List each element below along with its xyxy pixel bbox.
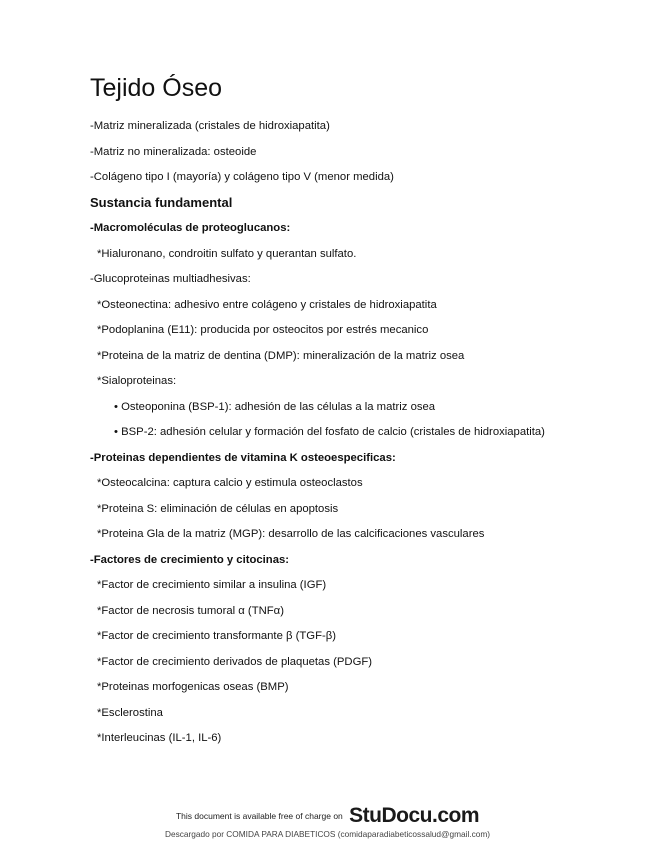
text-line: *Sialoproteinas: xyxy=(97,375,177,387)
free-notice: This document is available free of charge on xyxy=(175,811,343,821)
text-line: -Matriz no mineralizada: osteoide xyxy=(90,145,257,158)
text-line: *Hialuronano, condroitin sulfato y querantan sulfato. xyxy=(97,247,357,260)
text-line: *Osteocalcina: captura calcio y estimula osteoclastos xyxy=(97,477,363,489)
text-line: *Esclerostina xyxy=(97,706,163,719)
text-line: -Colágeno tipo I (mayoría) y colágeno tipo V (menor medida) xyxy=(90,171,394,183)
logo-docu: Docu xyxy=(381,804,432,827)
text-line: -Glucoproteinas multiadhesivas: xyxy=(90,273,251,285)
text-line: *Proteina S: eliminación de células en apoptosis xyxy=(97,502,339,515)
text-line: *Factor de crecimiento similar a insulina (IGF) xyxy=(97,579,327,591)
studocu-banner xyxy=(0,804,655,828)
page-title: Tejido Óseo xyxy=(90,74,223,102)
section-heading: Sustancia fundamental xyxy=(90,194,233,210)
text-line: *Factor de necrosis tumoral α (TNFα) xyxy=(97,604,284,617)
text-line: -Proteinas dependientes de vitamina K osteoespecificas: xyxy=(90,451,396,464)
text-line: -Matriz mineralizada (cristales de hidroxiapatita) xyxy=(90,120,330,132)
text-line: *Proteinas morfogenicas oseas (BMP) xyxy=(97,681,289,693)
text-line: *Proteina Gla de la matriz (MGP): desarrollo de las calcificaciones vasculares xyxy=(97,528,485,540)
text-line: *Podoplanina (E11): producida por osteocitos por estrés mecanico xyxy=(97,324,429,336)
text-line: *Proteina de la matriz de dentina (DMP): mineralización de la matriz osea xyxy=(97,349,465,362)
text-line: *Factor de crecimiento derivados de plaquetas (PDGF) xyxy=(97,655,373,668)
text-line: -Macromoléculas de proteoglucanos: xyxy=(90,222,291,234)
logo-com: .com xyxy=(431,804,479,827)
text-line: *Factor de crecimiento transformante β (TGF-β) xyxy=(97,630,336,642)
studocu-logo-link[interactable] xyxy=(349,804,479,828)
text-line: *Osteonectina: adhesivo entre colágeno y cristales de hidroxiapatita xyxy=(97,298,437,311)
logo-stu: Stu xyxy=(349,804,382,827)
text-line: • BSP-2: adhesión celular y formación del fosfato de calcio (cristales de hidroxiapatita) xyxy=(114,426,545,438)
text-line: *Interleucinas (IL-1, IL-6) xyxy=(97,732,222,744)
text-line: • Osteoponina (BSP-1): adhesión de las células a la matriz osea xyxy=(114,400,436,413)
download-notice: Descargado por COMIDA PARA DIABETICOS (comidaparadiabeticossalud@gmail.com) xyxy=(164,829,491,839)
document-body xyxy=(90,117,650,755)
text-line: -Factores de crecimiento y citocinas: xyxy=(90,553,290,566)
